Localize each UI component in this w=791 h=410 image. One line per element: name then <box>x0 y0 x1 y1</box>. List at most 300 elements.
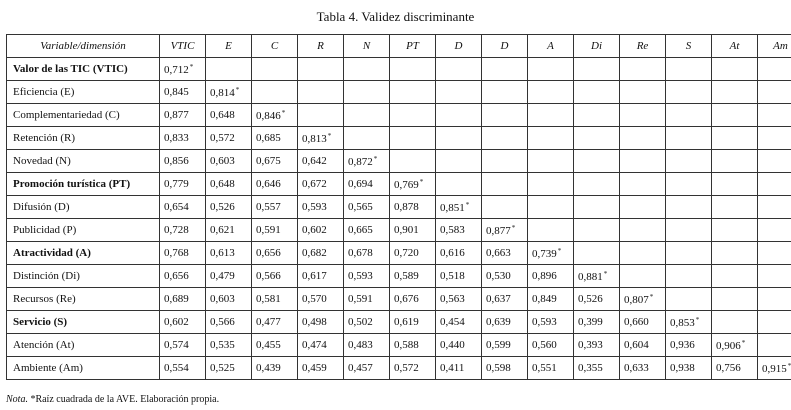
empty-cell <box>666 173 712 196</box>
table-cell <box>206 219 252 242</box>
cell-value: 0,563 <box>440 292 465 305</box>
cell-value: 0,654 <box>164 200 189 213</box>
cell-value: 0,355 <box>578 361 603 374</box>
table-cell <box>344 288 390 311</box>
empty-cell <box>528 81 574 104</box>
row-label: Promoción turística (PT) <box>7 173 160 196</box>
empty-cell <box>758 81 791 104</box>
empty-cell <box>436 150 482 173</box>
empty-cell <box>252 58 298 81</box>
cell-value: 0,551 <box>532 361 557 374</box>
diagonal-marker: * <box>189 63 194 71</box>
cell-value: 0,602 <box>302 223 327 236</box>
empty-cell <box>574 104 620 127</box>
cell-value: 0,474 <box>302 338 327 351</box>
table-body <box>7 58 791 380</box>
table-cell <box>712 357 758 380</box>
table-cell <box>390 334 436 357</box>
cell-value: 0,648 <box>210 177 235 190</box>
discriminant-validity-table <box>6 34 791 380</box>
header-col-7: D <box>436 35 482 58</box>
table-cell <box>252 265 298 288</box>
empty-cell <box>620 265 666 288</box>
header-col-14: Am <box>758 35 791 58</box>
table-cell <box>298 357 344 380</box>
table-cell <box>298 127 344 150</box>
table-cell <box>160 173 206 196</box>
table-cell <box>344 196 390 219</box>
table-cell <box>344 265 390 288</box>
cell-value: 0,877 <box>164 108 189 121</box>
table-cell <box>390 311 436 334</box>
table-cell <box>206 104 252 127</box>
empty-cell <box>666 265 712 288</box>
table-cell <box>160 219 206 242</box>
empty-cell <box>666 81 712 104</box>
table-row <box>7 311 791 334</box>
cell-value: 0,878 <box>394 200 419 213</box>
cell-value: 0,498 <box>302 315 327 328</box>
empty-cell <box>758 219 791 242</box>
cell-value: 0,814 <box>210 87 235 99</box>
empty-cell <box>758 334 791 357</box>
cell-value: 0,588 <box>394 338 419 351</box>
cell-value: 0,689 <box>164 292 189 305</box>
empty-cell <box>712 127 758 150</box>
diagonal-marker: * <box>603 270 608 278</box>
cell-value: 0,846 <box>256 110 281 122</box>
cell-value: 0,845 <box>164 85 189 98</box>
empty-cell <box>344 127 390 150</box>
table-cell <box>712 334 758 357</box>
empty-cell <box>528 150 574 173</box>
cell-value: 0,479 <box>210 269 235 282</box>
row-label: Recursos (Re) <box>7 288 160 311</box>
table-cell <box>436 357 482 380</box>
cell-value: 0,572 <box>394 361 419 374</box>
table-cell <box>298 265 344 288</box>
cell-value: 0,619 <box>394 315 419 328</box>
diagonal-marker: * <box>741 339 746 347</box>
cell-value: 0,557 <box>256 200 281 213</box>
cell-value: 0,768 <box>164 246 189 259</box>
table-cell <box>160 81 206 104</box>
empty-cell <box>712 81 758 104</box>
cell-value: 0,616 <box>440 246 465 259</box>
row-label: Complementariedad (C) <box>7 104 160 127</box>
empty-cell <box>574 196 620 219</box>
diagonal-marker: * <box>511 224 516 232</box>
cell-value: 0,566 <box>210 315 235 328</box>
empty-cell <box>666 104 712 127</box>
table-row <box>7 81 791 104</box>
table-cell <box>482 357 528 380</box>
cell-value: 0,906 <box>716 340 741 352</box>
table-cell <box>344 150 390 173</box>
table-cell <box>252 104 298 127</box>
cell-value: 0,440 <box>440 338 465 351</box>
cell-value: 0,938 <box>670 361 695 374</box>
table-caption: Tabla 4. Validez discriminante <box>316 9 475 24</box>
table-cell <box>206 81 252 104</box>
cell-value: 0,598 <box>486 361 511 374</box>
header-col-6: PT <box>390 35 436 58</box>
cell-value: 0,589 <box>394 269 419 282</box>
cell-value: 0,936 <box>670 338 695 351</box>
empty-cell <box>666 288 712 311</box>
table-cell <box>252 127 298 150</box>
empty-cell <box>758 311 791 334</box>
cell-value: 0,593 <box>348 269 373 282</box>
cell-value: 0,676 <box>394 292 419 305</box>
table-cell <box>436 219 482 242</box>
cell-value: 0,915 <box>762 363 787 375</box>
table-cell <box>436 265 482 288</box>
table-cell <box>160 334 206 357</box>
table-cell <box>298 196 344 219</box>
cell-value: 0,439 <box>256 361 281 374</box>
table-cell <box>160 196 206 219</box>
table-row <box>7 173 791 196</box>
table-cell <box>620 334 666 357</box>
table-row <box>7 242 791 265</box>
table-cell <box>160 357 206 380</box>
header-variable: Variable/dimensión <box>7 35 160 58</box>
empty-cell <box>528 127 574 150</box>
empty-cell <box>528 104 574 127</box>
cell-value: 0,399 <box>578 315 603 328</box>
empty-cell <box>482 58 528 81</box>
cell-value: 0,646 <box>256 177 281 190</box>
table-row <box>7 334 791 357</box>
empty-cell <box>574 58 620 81</box>
cell-value: 0,694 <box>348 177 373 190</box>
empty-cell <box>758 196 791 219</box>
cell-value: 0,639 <box>486 315 511 328</box>
table-cell <box>298 334 344 357</box>
empty-cell <box>758 150 791 173</box>
table-cell <box>574 265 620 288</box>
empty-cell <box>712 311 758 334</box>
cell-value: 0,881 <box>578 271 603 283</box>
table-cell <box>252 334 298 357</box>
cell-value: 0,502 <box>348 315 373 328</box>
cell-value: 0,779 <box>164 177 189 190</box>
row-label: Eficiencia (E) <box>7 81 160 104</box>
cell-value: 0,604 <box>624 338 649 351</box>
table-cell <box>436 196 482 219</box>
table-row <box>7 104 791 127</box>
diagonal-marker: * <box>327 132 332 140</box>
empty-cell <box>436 127 482 150</box>
cell-value: 0,560 <box>532 338 557 351</box>
diagonal-marker: * <box>281 109 286 117</box>
table-cell <box>206 311 252 334</box>
empty-cell <box>712 104 758 127</box>
empty-cell <box>574 127 620 150</box>
empty-cell <box>298 58 344 81</box>
cell-value: 0,593 <box>302 200 327 213</box>
empty-cell <box>758 288 791 311</box>
cell-value: 0,813 <box>302 133 327 145</box>
table-cell <box>482 265 528 288</box>
cell-value: 0,455 <box>256 338 281 351</box>
cell-value: 0,756 <box>716 361 741 374</box>
cell-value: 0,663 <box>486 246 511 259</box>
table-cell <box>666 357 712 380</box>
empty-cell <box>390 81 436 104</box>
empty-cell <box>344 58 390 81</box>
empty-cell <box>528 173 574 196</box>
empty-cell <box>620 58 666 81</box>
empty-cell <box>666 196 712 219</box>
cell-value: 0,872 <box>348 156 373 168</box>
table-cell <box>574 357 620 380</box>
cell-value: 0,901 <box>394 223 419 236</box>
table-cell <box>160 265 206 288</box>
empty-cell <box>712 58 758 81</box>
empty-cell <box>712 288 758 311</box>
table-cell <box>344 242 390 265</box>
table-cell <box>252 219 298 242</box>
empty-cell <box>344 104 390 127</box>
cell-value: 0,665 <box>348 223 373 236</box>
table-cell <box>390 242 436 265</box>
cell-value: 0,526 <box>578 292 603 305</box>
cell-value: 0,877 <box>486 225 511 237</box>
table-cell <box>160 127 206 150</box>
table-cell <box>390 173 436 196</box>
table-row <box>7 127 791 150</box>
empty-cell <box>758 265 791 288</box>
table-cell <box>574 311 620 334</box>
table-cell <box>390 196 436 219</box>
table-row <box>7 196 791 219</box>
header-col-10: Di <box>574 35 620 58</box>
empty-cell <box>390 58 436 81</box>
table-cell <box>252 196 298 219</box>
table-cell <box>528 311 574 334</box>
table-row <box>7 150 791 173</box>
empty-cell <box>712 219 758 242</box>
header-col-11: Re <box>620 35 666 58</box>
table-cell <box>160 311 206 334</box>
cell-value: 0,856 <box>164 154 189 167</box>
cell-value: 0,565 <box>348 200 373 213</box>
empty-cell <box>482 173 528 196</box>
table-cell <box>620 357 666 380</box>
empty-cell <box>666 219 712 242</box>
table-cell <box>160 104 206 127</box>
table-cell <box>160 242 206 265</box>
cell-value: 0,599 <box>486 338 511 351</box>
cell-value: 0,648 <box>210 108 235 121</box>
table-cell <box>206 173 252 196</box>
cell-value: 0,656 <box>164 269 189 282</box>
table-cell <box>436 311 482 334</box>
empty-cell <box>620 242 666 265</box>
table-row <box>7 288 791 311</box>
header-col-12: S <box>666 35 712 58</box>
cell-value: 0,728 <box>164 223 189 236</box>
cell-value: 0,454 <box>440 315 465 328</box>
cell-value: 0,518 <box>440 269 465 282</box>
cell-value: 0,637 <box>486 292 511 305</box>
cell-value: 0,525 <box>210 361 235 374</box>
empty-cell <box>574 242 620 265</box>
table-cell <box>436 288 482 311</box>
empty-cell <box>482 104 528 127</box>
cell-value: 0,656 <box>256 246 281 259</box>
empty-cell <box>528 58 574 81</box>
cell-value: 0,535 <box>210 338 235 351</box>
table-cell <box>390 219 436 242</box>
empty-cell <box>574 173 620 196</box>
empty-cell <box>666 127 712 150</box>
table-cell <box>436 242 482 265</box>
table-cell <box>252 173 298 196</box>
cell-value: 0,807 <box>624 294 649 306</box>
table-cell <box>482 334 528 357</box>
empty-cell <box>528 196 574 219</box>
empty-cell <box>528 219 574 242</box>
empty-cell <box>482 127 528 150</box>
table-cell <box>206 265 252 288</box>
table-cell <box>206 288 252 311</box>
table-cell <box>252 288 298 311</box>
table-row <box>7 58 791 81</box>
cell-value: 0,642 <box>302 154 327 167</box>
table-cell <box>252 311 298 334</box>
cell-value: 0,593 <box>532 315 557 328</box>
empty-cell <box>758 104 791 127</box>
cell-value: 0,660 <box>624 315 649 328</box>
row-label: Distinción (Di) <box>7 265 160 288</box>
table-cell <box>528 288 574 311</box>
table-cell <box>528 357 574 380</box>
cell-value: 0,682 <box>302 246 327 259</box>
diagonal-marker: * <box>649 293 654 301</box>
table-cell <box>390 357 436 380</box>
cell-value: 0,602 <box>164 315 189 328</box>
cell-value: 0,678 <box>348 246 373 259</box>
table-row <box>7 357 791 380</box>
header-col-2: E <box>206 35 252 58</box>
empty-cell <box>620 196 666 219</box>
cell-value: 0,393 <box>578 338 603 351</box>
table-cell <box>298 219 344 242</box>
header-col-3: C <box>252 35 298 58</box>
table-cell <box>666 334 712 357</box>
table-note <box>6 394 219 405</box>
cell-value: 0,675 <box>256 154 281 167</box>
header-col-1: VTIC <box>160 35 206 58</box>
table-cell <box>206 196 252 219</box>
empty-cell <box>206 58 252 81</box>
cell-value: 0,685 <box>256 131 281 144</box>
diagonal-marker: * <box>695 316 700 324</box>
empty-cell <box>712 242 758 265</box>
cell-value: 0,574 <box>164 338 189 351</box>
table-cell <box>482 242 528 265</box>
header-col-4: R <box>298 35 344 58</box>
header-col-13: At <box>712 35 758 58</box>
table-cell <box>528 334 574 357</box>
cell-value: 0,851 <box>440 202 465 214</box>
table-cell <box>666 311 712 334</box>
cell-value: 0,581 <box>256 292 281 305</box>
cell-value: 0,720 <box>394 246 419 259</box>
diagonal-marker: * <box>465 201 470 209</box>
cell-value: 0,833 <box>164 131 189 144</box>
cell-value: 0,613 <box>210 246 235 259</box>
empty-cell <box>712 265 758 288</box>
cell-value: 0,712 <box>164 64 189 76</box>
empty-cell <box>666 242 712 265</box>
table-cell <box>390 288 436 311</box>
empty-cell <box>252 81 298 104</box>
cell-value: 0,477 <box>256 315 281 328</box>
table-cell <box>482 288 528 311</box>
empty-cell <box>436 81 482 104</box>
empty-cell <box>620 81 666 104</box>
row-label: Novedad (N) <box>7 150 160 173</box>
empty-cell <box>666 58 712 81</box>
empty-cell <box>620 173 666 196</box>
table-cell <box>206 334 252 357</box>
diagonal-marker: * <box>787 362 791 370</box>
table-cell <box>206 150 252 173</box>
cell-value: 0,570 <box>302 292 327 305</box>
table-cell <box>160 288 206 311</box>
empty-cell <box>758 242 791 265</box>
header-col-9: A <box>528 35 574 58</box>
cell-value: 0,849 <box>532 292 557 305</box>
cell-value: 0,591 <box>348 292 373 305</box>
table-cell <box>206 357 252 380</box>
cell-value: 0,411 <box>440 361 465 374</box>
empty-cell <box>758 58 791 81</box>
cell-value: 0,566 <box>256 269 281 282</box>
cell-value: 0,583 <box>440 223 465 236</box>
cell-value: 0,572 <box>210 131 235 144</box>
header-col-5: N <box>344 35 390 58</box>
diagonal-marker: * <box>235 86 240 94</box>
table-cell <box>298 150 344 173</box>
cell-value: 0,603 <box>210 292 235 305</box>
table-cell <box>160 150 206 173</box>
cell-value: 0,853 <box>670 317 695 329</box>
empty-cell <box>390 127 436 150</box>
table-cell <box>574 334 620 357</box>
table-cell <box>344 334 390 357</box>
empty-cell <box>298 81 344 104</box>
table-cell <box>758 357 791 380</box>
cell-value: 0,621 <box>210 223 235 236</box>
diagonal-marker: * <box>373 155 378 163</box>
cell-value: 0,617 <box>302 269 327 282</box>
table-cell <box>344 173 390 196</box>
table-cell <box>620 288 666 311</box>
table-cell <box>298 288 344 311</box>
note-text: *Raíz cuadrada de la AVE. Elaboración propia. <box>30 394 220 405</box>
table-cell <box>482 311 528 334</box>
cell-value: 0,672 <box>302 177 327 190</box>
empty-cell <box>620 219 666 242</box>
table-cell <box>252 150 298 173</box>
empty-cell <box>436 58 482 81</box>
empty-cell <box>344 81 390 104</box>
